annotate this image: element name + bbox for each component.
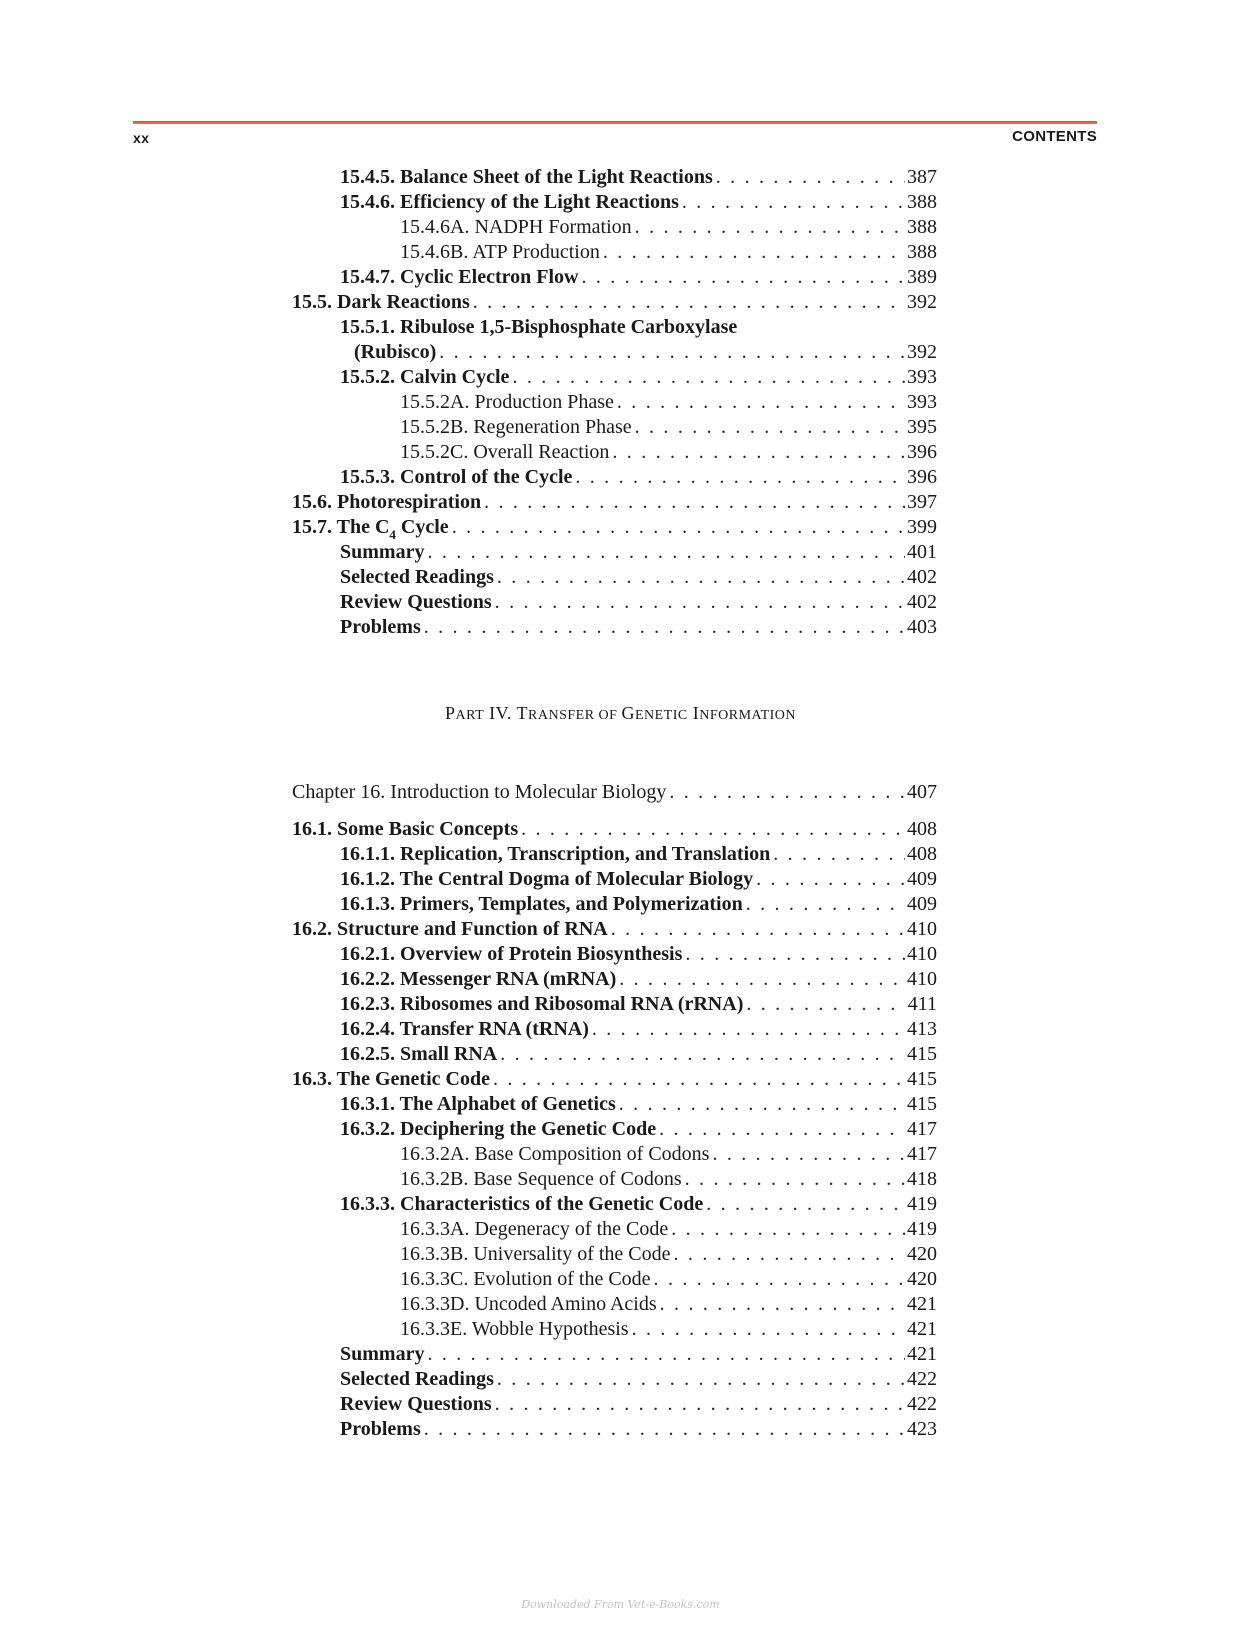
toc-entry-page: 419: [907, 1193, 937, 1215]
toc-entry: [292, 165, 937, 190]
toc-entry-page: 399: [907, 516, 937, 538]
toc-entry-page: 423: [907, 1418, 937, 1440]
toc-entry-page: 408: [907, 818, 937, 840]
toc-entry: [292, 1142, 937, 1167]
toc-entry: [292, 892, 937, 917]
leader-dots: [581, 265, 905, 290]
toc-entry: [292, 615, 937, 640]
toc-entry-page: 417: [907, 1143, 937, 1165]
toc-entry: [292, 1167, 937, 1192]
leader-dots: [424, 615, 905, 640]
leader-dots: [424, 1417, 905, 1442]
toc-entry-title[interactable]: 16.3.3. Characteristics of the Genetic Code: [340, 1193, 704, 1215]
toc-entry: [292, 1017, 937, 1042]
leader-dots: [497, 565, 905, 590]
part-w1-rest: OF: [594, 708, 622, 723]
toc-entry-page: 402: [907, 566, 937, 588]
toc-entry-title[interactable]: 15.4.6. Efficiency of the Light Reactions: [340, 191, 679, 213]
toc-entry: [292, 867, 937, 892]
toc-entry-title[interactable]: 15.5.2. Calvin Cycle: [340, 366, 510, 388]
toc-entry-title[interactable]: 16.2.5. Small RNA: [340, 1043, 498, 1065]
toc-entry-page: 403: [907, 616, 937, 638]
leader-dots: [521, 817, 905, 842]
toc-entry: [292, 290, 937, 315]
toc-entry: [292, 540, 937, 565]
toc-entry-page: 401: [907, 541, 937, 563]
toc-entry-page: 419: [907, 1218, 937, 1240]
part-w3-cap: I: [687, 703, 700, 723]
toc-entry-title[interactable]: Problems: [340, 1418, 421, 1440]
toc-entry: [292, 1067, 937, 1092]
toc-entry: [292, 465, 937, 490]
leader-dots: [635, 215, 905, 240]
toc-entry-title[interactable]: Summary: [340, 1343, 425, 1365]
toc-entry-title[interactable]: 16.3.3D. Uncoded Amino Acids: [400, 1293, 657, 1315]
toc-entry-title[interactable]: Selected Readings: [340, 1368, 494, 1390]
leader-dots: [682, 190, 905, 215]
toc-entry: [292, 1292, 937, 1317]
toc-entry-page: 421: [907, 1318, 937, 1340]
toc-entry-title[interactable]: 15.4.6A. NADPH Formation: [400, 216, 632, 238]
toc-entry-page: 392: [907, 291, 937, 313]
chapter-page: 407: [907, 781, 937, 803]
part-w0-rest: RANSFER: [528, 708, 595, 723]
leader-dots: [619, 967, 905, 992]
toc-entry-title[interactable]: Review Questions: [340, 1393, 492, 1415]
toc-entry-title[interactable]: Problems: [340, 616, 421, 638]
leader-dots: [712, 1142, 905, 1167]
leader-dots: [427, 540, 905, 565]
toc-entry-page: 389: [907, 266, 937, 288]
toc-entry: [292, 190, 937, 215]
toc-entry: [292, 967, 937, 992]
leader-dots: [685, 1167, 905, 1192]
toc-entry: [292, 1417, 937, 1442]
toc-entry: [292, 490, 937, 515]
toc-entry-title[interactable]: 15.5.2C. Overall Reaction: [400, 441, 610, 463]
leader-dots: [575, 465, 905, 490]
leader-dots: [716, 165, 905, 190]
leader-dots: [603, 240, 905, 265]
toc-entry-page: 411: [907, 993, 937, 1015]
page-number: xx: [133, 130, 150, 146]
leader-dots: [635, 415, 905, 440]
part-prefix: P: [444, 703, 456, 723]
leader-dots: [493, 1067, 905, 1092]
part-heading: [0, 703, 1241, 724]
toc-entry-page: 393: [907, 366, 937, 388]
toc-entry-page: 402: [907, 591, 937, 613]
leader-dots: [512, 365, 905, 390]
toc-entry-title[interactable]: 15.5.1. Ribulose 1,5-Bisphosphate Carboxylase: [340, 316, 738, 338]
toc-entry-title[interactable]: 15.7. The $C_4$ Cycle: [292, 516, 449, 542]
toc-entry-title[interactable]: 16.1.1. Replication, Transcription, and Translation: [340, 843, 771, 865]
leader-dots: [632, 1317, 905, 1342]
toc-entry-title[interactable]: Summary: [340, 541, 425, 563]
toc-entry-title[interactable]: 15.5.2A. Production Phase: [400, 391, 614, 413]
toc-entry: [292, 1342, 937, 1367]
toc-entry-title[interactable]: 15.4.5. Balance Sheet of the Light Reactions: [340, 166, 713, 188]
toc-entry: [292, 265, 937, 290]
toc-entry: [292, 1267, 937, 1292]
leader-dots: [756, 867, 905, 892]
toc-entry: [292, 1217, 937, 1242]
toc-entry: [292, 240, 937, 265]
toc-entry-page: 415: [907, 1068, 937, 1090]
leader-dots: [427, 1342, 905, 1367]
toc-entry-title[interactable]: Review Questions: [340, 591, 492, 613]
leader-dots: [495, 1392, 905, 1417]
toc-entry-title[interactable]: 16.2.2. Messenger RNA (mRNA): [340, 968, 617, 990]
leader-dots: [685, 942, 905, 967]
toc-entry-page: 413: [907, 1018, 937, 1040]
toc-entry: [292, 917, 937, 942]
toc-entry: [292, 817, 937, 842]
leader-dots: [500, 1042, 905, 1067]
toc-entry-page: 415: [907, 1093, 937, 1115]
toc-entry-title[interactable]: 16.2. Structure and Function of RNA: [292, 918, 608, 940]
toc-entry-title[interactable]: 16.3.1. The Alphabet of Genetics: [340, 1093, 616, 1115]
toc-entry-title[interactable]: 16.2.1. Overview of Protein Biosynthesis: [340, 943, 683, 965]
toc-entry-page: 422: [907, 1368, 937, 1390]
toc-entry-page: 395: [907, 416, 937, 438]
leader-dots: [619, 1092, 905, 1117]
toc-entry: [292, 1317, 937, 1342]
toc-entry-page: 420: [907, 1243, 937, 1265]
chapter-title[interactable]: Chapter 16. Introduction to Molecular Biology: [292, 781, 667, 803]
toc-entry: [292, 565, 937, 590]
toc-entry: [292, 1242, 937, 1267]
toc-entry-page: 415: [907, 1043, 937, 1065]
toc-entry: [292, 1117, 937, 1142]
toc-entry-page: 418: [907, 1168, 937, 1190]
leader-dots: [612, 440, 905, 465]
leader-dots: [669, 780, 905, 805]
toc-entry-page: 421: [907, 1343, 937, 1365]
leader-dots: [659, 1117, 905, 1142]
toc-entry-page: 421: [907, 1293, 937, 1315]
toc-entry: [292, 315, 937, 340]
leader-dots: [611, 917, 905, 942]
toc-entry-page: 410: [907, 943, 937, 965]
part-w2-cap: G: [621, 703, 635, 723]
leader-dots: [674, 1242, 905, 1267]
leader-dots: [671, 1217, 905, 1242]
part-numeral: IV.: [484, 703, 517, 723]
toc-entry-page: 392: [907, 341, 937, 363]
toc-entry-title[interactable]: 15.5. Dark Reactions: [292, 291, 470, 313]
running-title: CONTENTS: [1012, 128, 1097, 145]
toc-entry-title[interactable]: (Rubisco): [354, 341, 437, 363]
toc-entry-page: 396: [907, 466, 937, 488]
toc-entry: [292, 340, 937, 365]
toc-entry-page: 408: [907, 843, 937, 865]
leader-dots: [473, 290, 905, 315]
toc-entry-page: 393: [907, 391, 937, 413]
toc-entry-page: 387: [907, 166, 937, 188]
toc-entry: [292, 992, 937, 1017]
toc-entry-title[interactable]: 16.3.3A. Degeneracy of the Code: [400, 1218, 669, 1240]
toc-entry: [292, 1367, 937, 1392]
toc-entry-page: 410: [907, 918, 937, 940]
toc-entry-title[interactable]: 15.4.6B. ATP Production: [400, 241, 600, 263]
toc-entry-page: 396: [907, 441, 937, 463]
toc-entry-title[interactable]: 15.4.7. Cyclic Electron Flow: [340, 266, 579, 288]
toc-upper-list: [292, 165, 937, 640]
leader-dots: [660, 1292, 905, 1317]
toc-entry-title[interactable]: 16.1.3. Primers, Templates, and Polymerization: [340, 893, 743, 915]
toc-entry-page: 388: [907, 191, 937, 213]
leader-dots: [495, 590, 905, 615]
toc-entry-page: 397: [907, 491, 937, 513]
toc-entry: [292, 390, 937, 415]
toc-entry-page: 388: [907, 216, 937, 238]
toc-entry-page: 417: [907, 1118, 937, 1140]
toc-entry-title[interactable]: 16.3.2. Deciphering the Genetic Code: [340, 1118, 657, 1140]
toc-entry-title[interactable]: 16.3. The Genetic Code: [292, 1068, 490, 1090]
leader-dots: [746, 992, 905, 1017]
toc-entry: [292, 590, 937, 615]
leader-dots: [452, 515, 905, 540]
leader-dots: [746, 892, 905, 917]
toc-entry: [292, 842, 937, 867]
toc-lower-list: [292, 817, 937, 1442]
toc-entry: [292, 942, 937, 967]
toc-entry: [292, 365, 937, 390]
toc-entry-page: 409: [907, 868, 937, 890]
toc-entry: [292, 215, 937, 240]
leader-dots: [497, 1367, 905, 1392]
watermark: Downloaded From Vet-e-Books.com: [521, 1598, 720, 1611]
part-w0-cap: T: [516, 703, 529, 723]
toc-entry-page: 388: [907, 241, 937, 263]
toc-entry-title[interactable]: 16.3.3E. Wobble Hypothesis: [400, 1318, 629, 1340]
toc-entry-page: 410: [907, 968, 937, 990]
toc-entry-title[interactable]: 15.5.2B. Regeneration Phase: [400, 416, 632, 438]
leader-dots: [706, 1192, 905, 1217]
toc-entry: [292, 1392, 937, 1417]
toc-entry-title[interactable]: 16.1. Some Basic Concepts: [292, 818, 519, 840]
part-prefix-sc: ART: [455, 708, 485, 723]
toc-entry: [292, 515, 937, 540]
toc-entry-title[interactable]: 16.1.2. The Central Dogma of Molecular Biology: [340, 868, 754, 890]
toc-entry-page: 422: [907, 1393, 937, 1415]
part-w2-rest: ENETIC: [634, 708, 688, 723]
toc-entry-title[interactable]: 16.3.3B. Universality of the Code: [400, 1243, 671, 1265]
toc-entry-title[interactable]: 16.3.2B. Base Sequence of Codons: [400, 1168, 682, 1190]
toc-entry-title[interactable]: 16.3.2A. Base Composition of Codons: [400, 1143, 710, 1165]
toc-entry-title[interactable]: 16.2.3. Ribosomes and Ribosomal RNA (rRNA): [340, 993, 744, 1015]
leader-dots: [592, 1017, 905, 1042]
toc-entry-title[interactable]: 15.5.3. Control of the Cycle: [340, 466, 573, 488]
toc-entry-title[interactable]: 16.3.3C. Evolution of the Code: [400, 1268, 651, 1290]
leader-dots: [484, 490, 905, 515]
toc-entry: [292, 415, 937, 440]
toc-entry-title[interactable]: Selected Readings: [340, 566, 494, 588]
leader-dots: [617, 390, 905, 415]
toc-entry-page: 409: [907, 893, 937, 915]
part-w3-rest: NFORMATION: [699, 708, 797, 723]
toc-entry: [292, 1042, 937, 1067]
toc-entry-title[interactable]: 15.6. Photorespiration: [292, 491, 482, 513]
leader-dots: [439, 340, 905, 365]
header-rule: [133, 121, 1097, 124]
toc-entry: [292, 1092, 937, 1117]
chapter-entry: [292, 780, 937, 805]
toc-entry-page: 420: [907, 1268, 937, 1290]
leader-dots: [654, 1267, 905, 1292]
toc-entry-title[interactable]: 16.2.4. Transfer RNA (tRNA): [340, 1018, 589, 1040]
leader-dots: [773, 842, 905, 867]
toc-entry: [292, 1192, 937, 1217]
toc-entry: [292, 440, 937, 465]
